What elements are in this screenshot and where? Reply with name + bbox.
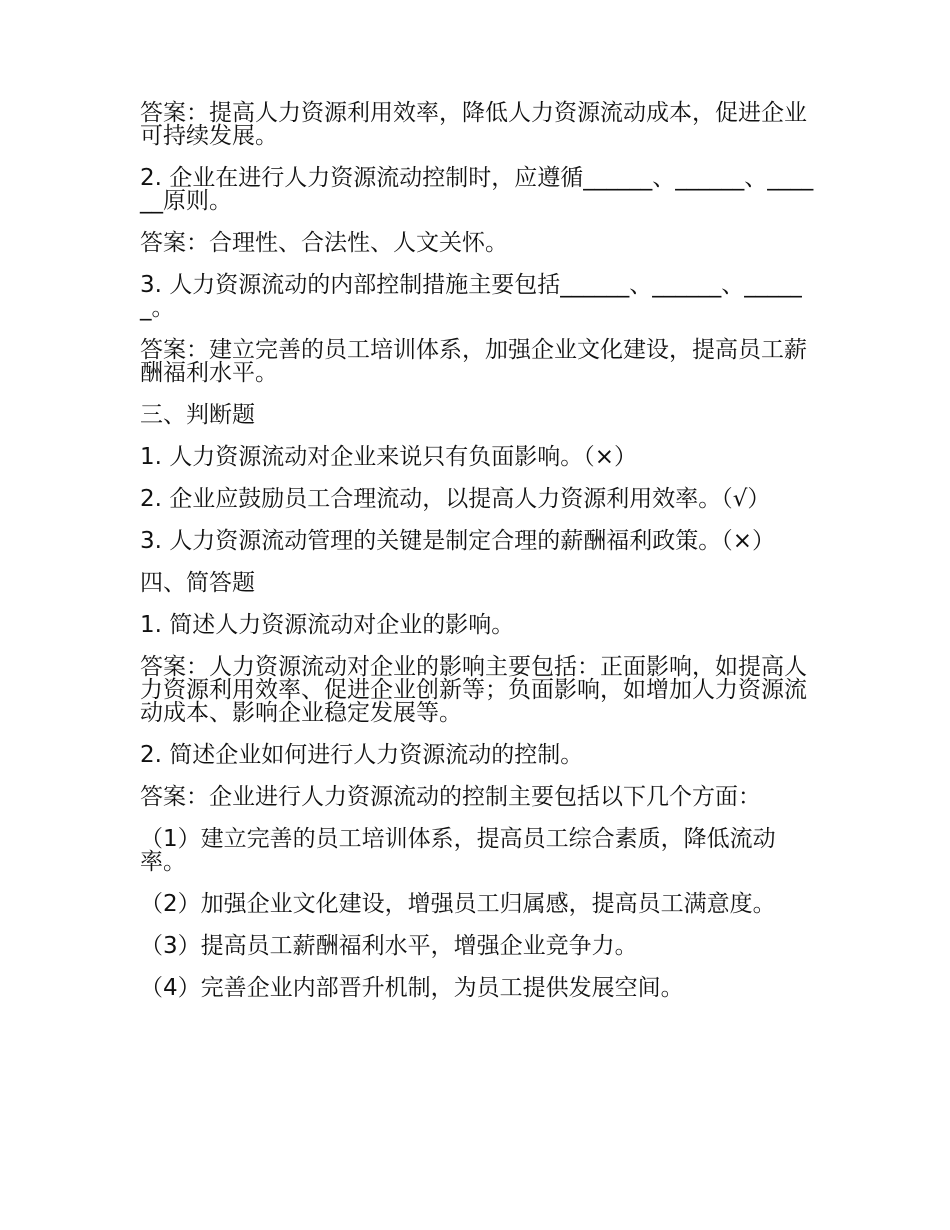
answer-text: 答案：人力资源流动对企业的影响主要包括：正面影响，如提高人力资源利用效率、促进企业创新等；负面影响，如增加人力资源流动成本、影响企业稳定发展等。	[140, 654, 807, 726]
section-heading-true-false: 三、判断题	[140, 402, 255, 428]
answer-text: 答案：企业进行人力资源流动的控制主要包括以下几个方面：	[140, 784, 761, 810]
true-false-question-2: 2. 企业应鼓励员工合理流动，以提高人力资源利用效率。（√）	[140, 486, 771, 512]
short-answer-question-2: 2. 简述企业如何进行人力资源流动的控制。	[140, 742, 584, 768]
answer-list-item-2: （2）加强企业文化建设，增强员工归属感，提高员工满意度。	[140, 891, 776, 917]
answer-text: 答案：建立完善的员工培训体系，加强企业文化建设，提高员工薪酬福利水平。	[140, 337, 807, 386]
section-heading-short-answer: 四、简答题	[140, 570, 255, 596]
true-false-question-1: 1. 人力资源流动对企业来说只有负面影响。（×）	[140, 444, 638, 470]
fill-blank-question-2: 2. 企业在进行人力资源流动控制时，应遵循______、______、______原则。	[140, 165, 814, 214]
true-false-question-3: 3. 人力资源流动管理的关键是制定合理的薪酬福利政策。（×）	[140, 528, 776, 554]
answer-list-item-1: （1）建立完善的员工培训体系，提高员工综合素质，降低流动率。	[140, 826, 776, 875]
answer-text: 答案：提高人力资源利用效率，降低人力资源流动成本，促进企业可持续发展。	[140, 100, 807, 149]
answer-text: 答案：合理性、合法性、人文关怀。	[140, 230, 508, 256]
fill-blank-question-3: 3. 人力资源流动的内部控制措施主要包括______、______、______。	[140, 272, 802, 321]
document-page	[140, 102, 820, 1019]
answer-list-item-4: （4）完善企业内部晋升机制，为员工提供发展空间。	[140, 975, 684, 1001]
answer-list-item-3: （3）提高员工薪酬福利水平，增强企业竞争力。	[140, 933, 638, 959]
short-answer-question-1: 1. 简述人力资源流动对企业的影响。	[140, 612, 515, 638]
